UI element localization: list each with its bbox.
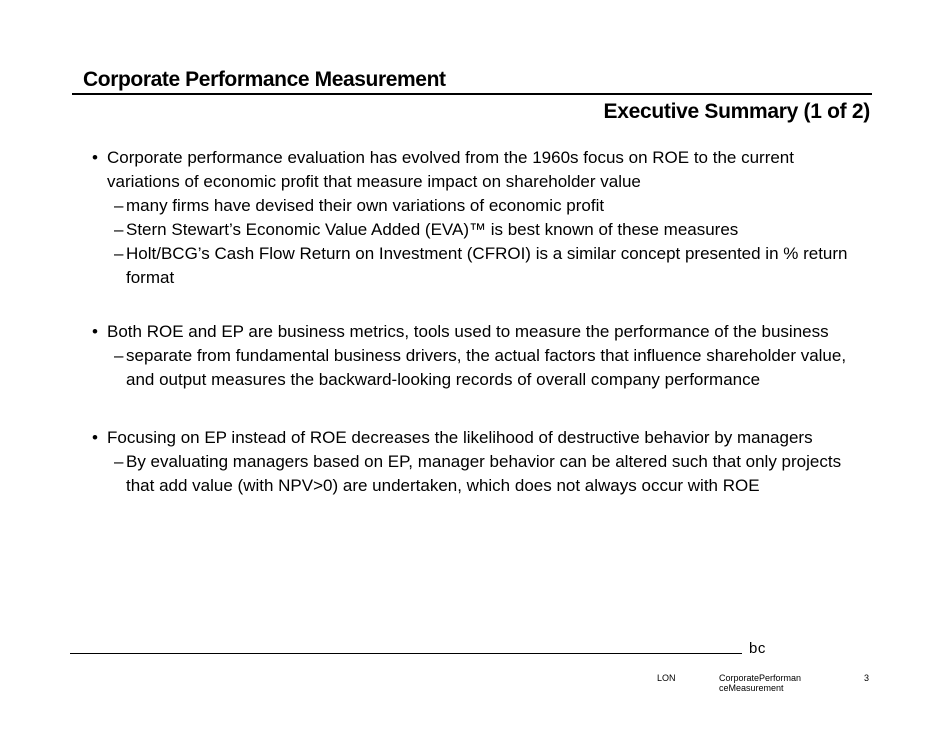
footer-divider	[70, 653, 742, 654]
bullet-item	[92, 426, 852, 450]
sub-bullet-text: many firms have devised their own variations of economic profit	[126, 196, 605, 215]
sub-bullet-item	[92, 218, 852, 242]
bullet-item	[92, 320, 852, 344]
sub-bullet-item	[92, 450, 852, 498]
bullet-text: Corporate performance evaluation has evolved from the 1960s focus on ROE to the current variations of economic profit that measure impact on shareholder value	[107, 148, 794, 191]
bullet-item	[92, 146, 852, 194]
sub-bullet-text: Holt/BCG’s Cash Flow Return on Investment (CFROI) is a similar concept presented in % return format	[126, 244, 848, 287]
dash-icon: –	[114, 220, 124, 239]
sub-bullet-item	[92, 194, 852, 218]
sub-bullet-text: By evaluating managers based on EP, manager behavior can be altered such that only projects that add value (with NPV>0) are undertaken, which does not always occur with ROE	[126, 452, 842, 495]
footer-logo: bc	[749, 640, 766, 657]
footer-office-code: LON	[657, 673, 676, 683]
dash-icon: –	[114, 196, 124, 215]
dash-icon: –	[114, 244, 124, 263]
title-divider	[72, 93, 872, 95]
bullet-text: Focusing on EP instead of ROE decreases the likelihood of destructive behavior by managers	[107, 428, 813, 447]
bullet-dot-icon: •	[92, 322, 98, 341]
bullet-dot-icon: •	[92, 428, 98, 447]
bullet-text: Both ROE and EP are business metrics, tools used to measure the performance of the business	[107, 322, 829, 341]
page-number: 3	[864, 673, 870, 683]
bullet-dot-icon: •	[92, 148, 98, 167]
footer-document-name: CorporatePerformanceMeasurement	[719, 673, 802, 693]
sub-bullet-text: separate from fundamental business drivers, the actual factors that influence shareholder value, and output measures the backward-looking records of overall company performance	[126, 346, 847, 389]
bullet-list	[92, 146, 852, 498]
section-subtitle: Executive Summary (1 of 2)	[603, 100, 870, 123]
page-title: Corporate Performance Measurement	[83, 68, 446, 91]
sub-bullet-item	[92, 344, 852, 392]
dash-icon: –	[114, 452, 124, 471]
sub-bullet-item	[92, 242, 852, 290]
dash-icon: –	[114, 346, 124, 365]
sub-bullet-text: Stern Stewart’s Economic Value Added (EVA)™ is best known of these measures	[126, 220, 739, 239]
